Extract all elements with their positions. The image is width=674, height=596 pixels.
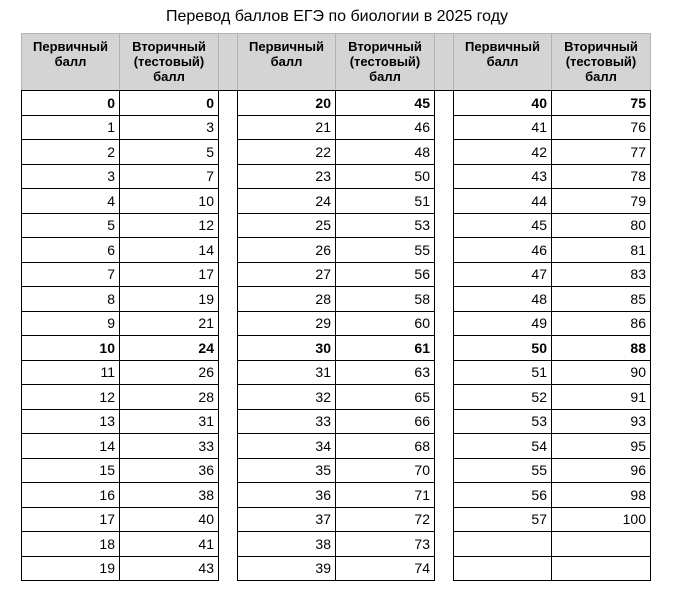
secondary-score-cell: 85 [552, 287, 651, 312]
primary-score-cell: 53 [454, 409, 552, 434]
primary-score-cell: 46 [454, 238, 552, 263]
column-gap [435, 140, 454, 165]
secondary-score-cell: 40 [120, 507, 219, 532]
primary-score-cell: 39 [238, 556, 336, 581]
primary-score-cell: 19 [22, 556, 120, 581]
table-row [22, 409, 651, 434]
secondary-score-cell: 95 [552, 434, 651, 459]
primary-score-cell: 14 [22, 434, 120, 459]
primary-score-cell [454, 532, 552, 557]
secondary-score-cell: 7 [120, 164, 219, 189]
primary-score-cell: 37 [238, 507, 336, 532]
column-gap [219, 483, 238, 508]
secondary-score-cell: 0 [120, 91, 219, 116]
column-gap [219, 164, 238, 189]
secondary-score-cell: 45 [336, 91, 435, 116]
primary-score-cell: 10 [22, 336, 120, 361]
secondary-score-cell: 79 [552, 189, 651, 214]
primary-score-cell: 1 [22, 115, 120, 140]
column-gap [435, 115, 454, 140]
primary-score-cell: 28 [238, 287, 336, 312]
column-gap [435, 458, 454, 483]
primary-score-cell: 25 [238, 213, 336, 238]
column-gap [435, 385, 454, 410]
secondary-score-cell: 86 [552, 311, 651, 336]
primary-score-cell: 55 [454, 458, 552, 483]
table-body [22, 91, 651, 581]
secondary-score-cell: 51 [336, 189, 435, 214]
table-row [22, 507, 651, 532]
secondary-score-cell: 28 [120, 385, 219, 410]
secondary-score-cell: 68 [336, 434, 435, 459]
secondary-score-cell: 46 [336, 115, 435, 140]
header-primary-2: Первичный балл [238, 34, 336, 91]
column-gap [219, 385, 238, 410]
primary-score-cell: 44 [454, 189, 552, 214]
secondary-score-cell: 73 [336, 532, 435, 557]
secondary-score-cell [552, 556, 651, 581]
secondary-score-cell: 98 [552, 483, 651, 508]
header-secondary-2: Вторичный (тестовый) балл [336, 34, 435, 91]
column-gap [219, 115, 238, 140]
primary-score-cell: 41 [454, 115, 552, 140]
primary-score-cell: 4 [22, 189, 120, 214]
secondary-score-cell: 5 [120, 140, 219, 165]
column-gap [435, 360, 454, 385]
secondary-score-cell: 26 [120, 360, 219, 385]
secondary-score-cell: 83 [552, 262, 651, 287]
primary-score-cell: 50 [454, 336, 552, 361]
table-row [22, 164, 651, 189]
primary-score-cell: 29 [238, 311, 336, 336]
header-primary-1: Первичный балл [22, 34, 120, 91]
secondary-score-cell: 63 [336, 360, 435, 385]
primary-score-cell [454, 556, 552, 581]
secondary-score-cell: 65 [336, 385, 435, 410]
secondary-score-cell: 75 [552, 91, 651, 116]
table-row [22, 360, 651, 385]
secondary-score-cell [552, 532, 651, 557]
secondary-score-cell: 10 [120, 189, 219, 214]
column-gap [219, 238, 238, 263]
secondary-score-cell: 38 [120, 483, 219, 508]
column-gap [435, 287, 454, 312]
secondary-score-cell: 21 [120, 311, 219, 336]
secondary-score-cell: 100 [552, 507, 651, 532]
primary-score-cell: 38 [238, 532, 336, 557]
secondary-score-cell: 19 [120, 287, 219, 312]
primary-score-cell: 31 [238, 360, 336, 385]
secondary-score-cell: 96 [552, 458, 651, 483]
table-row [22, 458, 651, 483]
column-gap [435, 164, 454, 189]
column-gap [219, 434, 238, 459]
primary-score-cell: 47 [454, 262, 552, 287]
secondary-score-cell: 77 [552, 140, 651, 165]
primary-score-cell: 6 [22, 238, 120, 263]
column-gap [435, 262, 454, 287]
score-conversion-table [21, 33, 651, 581]
primary-score-cell: 49 [454, 311, 552, 336]
secondary-score-cell: 50 [336, 164, 435, 189]
secondary-score-cell: 56 [336, 262, 435, 287]
secondary-score-cell: 55 [336, 238, 435, 263]
secondary-score-cell: 61 [336, 336, 435, 361]
primary-score-cell: 48 [454, 287, 552, 312]
primary-score-cell: 16 [22, 483, 120, 508]
secondary-score-cell: 31 [120, 409, 219, 434]
column-gap [219, 34, 238, 91]
secondary-score-cell: 12 [120, 213, 219, 238]
primary-score-cell: 51 [454, 360, 552, 385]
secondary-score-cell: 88 [552, 336, 651, 361]
secondary-score-cell: 71 [336, 483, 435, 508]
secondary-score-cell: 24 [120, 336, 219, 361]
table-row [22, 483, 651, 508]
secondary-score-cell: 33 [120, 434, 219, 459]
secondary-score-cell: 58 [336, 287, 435, 312]
primary-score-cell: 52 [454, 385, 552, 410]
column-gap [435, 213, 454, 238]
secondary-score-cell: 70 [336, 458, 435, 483]
primary-score-cell: 23 [238, 164, 336, 189]
column-gap [219, 287, 238, 312]
column-gap [219, 532, 238, 557]
header-secondary-1: Вторичный (тестовый) балл [120, 34, 219, 91]
secondary-score-cell: 41 [120, 532, 219, 557]
primary-score-cell: 32 [238, 385, 336, 410]
primary-score-cell: 8 [22, 287, 120, 312]
primary-score-cell: 56 [454, 483, 552, 508]
column-gap [435, 91, 454, 116]
secondary-score-cell: 80 [552, 213, 651, 238]
column-gap [219, 213, 238, 238]
column-gap [219, 556, 238, 581]
primary-score-cell: 0 [22, 91, 120, 116]
primary-score-cell: 43 [454, 164, 552, 189]
column-gap [219, 262, 238, 287]
table-row [22, 140, 651, 165]
secondary-score-cell: 60 [336, 311, 435, 336]
secondary-score-cell: 90 [552, 360, 651, 385]
column-gap [219, 189, 238, 214]
primary-score-cell: 54 [454, 434, 552, 459]
column-gap [435, 238, 454, 263]
table-row [22, 532, 651, 557]
secondary-score-cell: 81 [552, 238, 651, 263]
primary-score-cell: 22 [238, 140, 336, 165]
primary-score-cell: 5 [22, 213, 120, 238]
column-gap [435, 336, 454, 361]
column-gap [219, 311, 238, 336]
column-gap [435, 483, 454, 508]
page-title: Перевод баллов ЕГЭ по биологии в 2025 году [165, 8, 509, 25]
primary-score-cell: 20 [238, 91, 336, 116]
secondary-score-cell: 48 [336, 140, 435, 165]
secondary-score-cell: 93 [552, 409, 651, 434]
table-row [22, 556, 651, 581]
secondary-score-cell: 17 [120, 262, 219, 287]
primary-score-cell: 57 [454, 507, 552, 532]
primary-score-cell: 42 [454, 140, 552, 165]
column-gap [435, 507, 454, 532]
column-gap [219, 336, 238, 361]
table-row [22, 238, 651, 263]
column-gap [435, 434, 454, 459]
secondary-score-cell: 43 [120, 556, 219, 581]
secondary-score-cell: 66 [336, 409, 435, 434]
primary-score-cell: 21 [238, 115, 336, 140]
column-gap [435, 532, 454, 557]
column-gap [219, 140, 238, 165]
secondary-score-cell: 74 [336, 556, 435, 581]
primary-score-cell: 45 [454, 213, 552, 238]
table-row [22, 213, 651, 238]
table-row [22, 189, 651, 214]
table-row [22, 385, 651, 410]
primary-score-cell: 30 [238, 336, 336, 361]
primary-score-cell: 17 [22, 507, 120, 532]
secondary-score-cell: 76 [552, 115, 651, 140]
column-gap [435, 189, 454, 214]
primary-score-cell: 33 [238, 409, 336, 434]
column-gap [435, 556, 454, 581]
primary-score-cell: 35 [238, 458, 336, 483]
table-row [22, 91, 651, 116]
column-gap [219, 91, 238, 116]
secondary-score-cell: 72 [336, 507, 435, 532]
header-secondary-3: Вторичный (тестовый) балл [552, 34, 651, 91]
column-gap [435, 311, 454, 336]
column-gap [219, 507, 238, 532]
primary-score-cell: 27 [238, 262, 336, 287]
table-row [22, 287, 651, 312]
primary-score-cell: 24 [238, 189, 336, 214]
primary-score-cell: 26 [238, 238, 336, 263]
primary-score-cell: 11 [22, 360, 120, 385]
secondary-score-cell: 91 [552, 385, 651, 410]
primary-score-cell: 15 [22, 458, 120, 483]
table-row [22, 434, 651, 459]
header-row [22, 34, 651, 91]
primary-score-cell: 2 [22, 140, 120, 165]
primary-score-cell: 9 [22, 311, 120, 336]
table-row [22, 311, 651, 336]
secondary-score-cell: 36 [120, 458, 219, 483]
column-gap [219, 360, 238, 385]
primary-score-cell: 3 [22, 164, 120, 189]
secondary-score-cell: 14 [120, 238, 219, 263]
primary-score-cell: 7 [22, 262, 120, 287]
table-row [22, 115, 651, 140]
secondary-score-cell: 3 [120, 115, 219, 140]
primary-score-cell: 18 [22, 532, 120, 557]
header-primary-3: Первичный балл [454, 34, 552, 91]
primary-score-cell: 34 [238, 434, 336, 459]
secondary-score-cell: 53 [336, 213, 435, 238]
column-gap [219, 458, 238, 483]
table-row [22, 336, 651, 361]
primary-score-cell: 36 [238, 483, 336, 508]
primary-score-cell: 40 [454, 91, 552, 116]
column-gap [435, 409, 454, 434]
column-gap [435, 34, 454, 91]
secondary-score-cell: 78 [552, 164, 651, 189]
table-row [22, 262, 651, 287]
column-gap [219, 409, 238, 434]
primary-score-cell: 12 [22, 385, 120, 410]
primary-score-cell: 13 [22, 409, 120, 434]
